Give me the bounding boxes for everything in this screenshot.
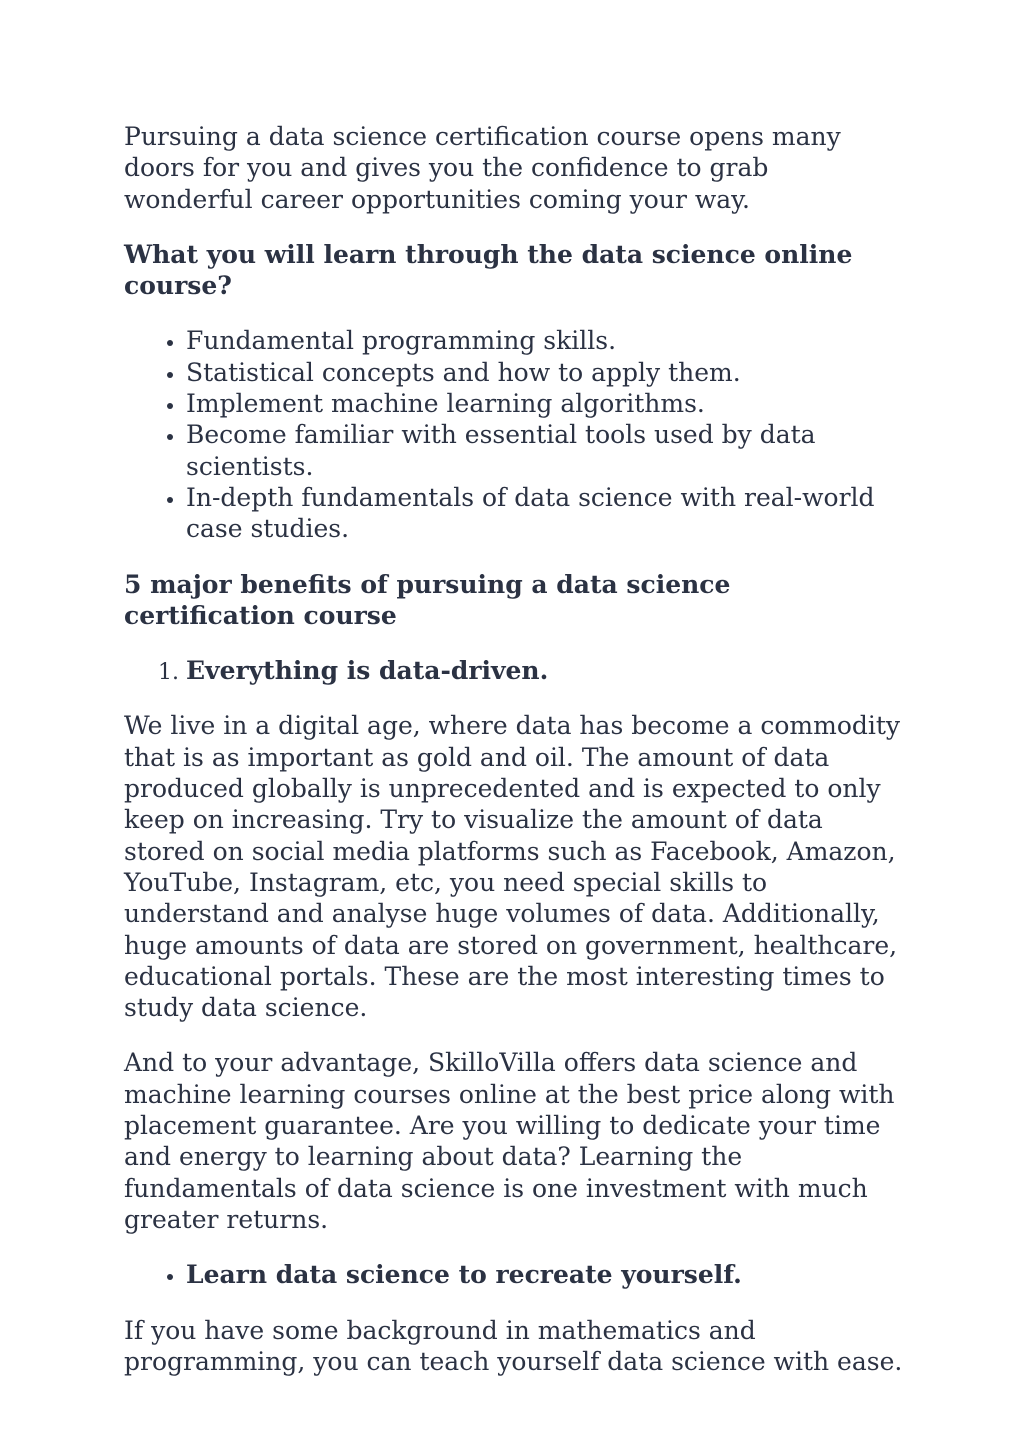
benefit-1-paragraph: We live in a digital age, where data has become a commodity that is as important as gold and oil. The amount of data produced globally is unprecedented and is expected to only keep on increasing. Try to visualize the amount of data stored on social media platforms such as Facebook, Amazon, YouTube, Instagram, etc, you need special skills to understand and analyse huge volumes of data. Additionally, huge amounts of data are stored on government, healthcare, educational portals. These are the most interesting times to study data science. (124, 711, 901, 1023)
benefit-item-2: • Learn data science to recreate yourself. (186, 1259, 904, 1290)
learn-heading: What you will learn through the data science online course? (124, 239, 853, 301)
benefits-list (124, 655, 904, 686)
benefit-item-1: 1. Everything is data-driven. (186, 655, 904, 686)
list-item: • Implement machine learning algorithms. (186, 388, 904, 419)
learn-list (124, 325, 904, 544)
intro-paragraph: Pursuing a data science certification course opens many doors for you and gives you the confidence to grab wonderful career opportunities coming your way. (124, 122, 841, 214)
list-item: • Fundamental programming skills. (186, 325, 904, 356)
list-item: • In-depth fundamentals of data science with real-world case studies. (186, 482, 904, 545)
document-page (124, 121, 904, 1401)
advantage-paragraph: And to your advantage, SkilloVilla offers data science and machine learning courses online at the best price along with placement guarantee. Are you willing to dedicate your time and energy to learning about data? Learning the fundamentals of data science is one investment with much greater returns. (124, 1048, 895, 1234)
list-item: • Statistical concepts and how to apply them. (186, 357, 904, 388)
benefit-2-paragraph: If you have some background in mathematics and programming, you can teach yourself data science with ease. (124, 1315, 903, 1376)
benefits-heading: 5 major benefits of pursuing a data science certification course (124, 569, 731, 630)
list-item: • Become familiar with essential tools used by data scientists. (186, 419, 904, 482)
benefits-bullet-list (124, 1259, 904, 1290)
